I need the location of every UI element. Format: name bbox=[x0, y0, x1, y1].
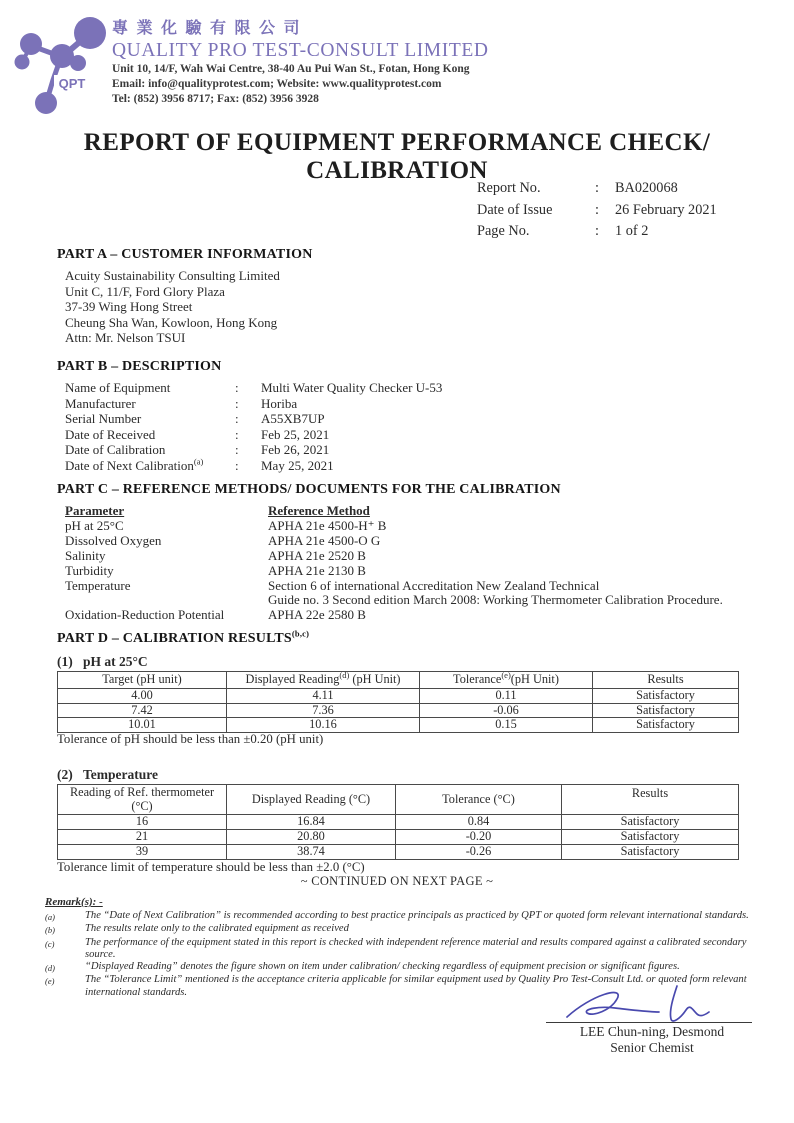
temperature-tolerance-note: Tolerance limit of temperature should be less than ±2.0 (°C) bbox=[57, 860, 365, 874]
displayed-reading-header: Displayed Reading (°C) bbox=[227, 785, 396, 815]
temperature-calibration-table bbox=[57, 784, 739, 860]
field-value: May 25, 2021 bbox=[261, 457, 334, 473]
target-value: 10.01 bbox=[58, 718, 227, 733]
remark-label: (a) bbox=[45, 912, 55, 922]
colon: : bbox=[595, 180, 599, 196]
remark-label: (e) bbox=[45, 976, 55, 987]
signatory-title: Senior Chemist bbox=[610, 1040, 694, 1055]
field-label: Date of Received bbox=[65, 426, 156, 442]
field-label: Manufacturer bbox=[65, 395, 136, 411]
parameter: Temperature bbox=[65, 577, 131, 593]
part-b-section bbox=[57, 359, 442, 474]
company-header bbox=[112, 15, 489, 107]
displayed-reading-value: 38.74 bbox=[227, 845, 396, 860]
page-number-row bbox=[477, 221, 717, 243]
tolerance-header: Tolerance (°C) bbox=[396, 785, 562, 815]
customer-address-line: Unit C, 11/F, Ford Glory Plaza bbox=[65, 283, 225, 299]
tolerance-value: -0.06 bbox=[420, 703, 593, 718]
customer-attn-line: Attn: Mr. Nelson TSUI bbox=[65, 330, 186, 346]
section-1-subheading: (1) pH at 25°C bbox=[57, 654, 148, 669]
report-number-value: BA020068 bbox=[615, 180, 678, 196]
field-value: A55XB7UP bbox=[261, 411, 325, 427]
parameter: Oxidation-Reduction Potential bbox=[65, 607, 225, 623]
result-value: Satisfactory bbox=[562, 845, 739, 860]
equipment-description-list bbox=[65, 380, 442, 474]
part-b-heading: PART B – DESCRIPTION bbox=[57, 359, 222, 374]
table-row bbox=[58, 703, 739, 718]
field-label: Name of Equipment bbox=[65, 380, 171, 395]
result-value: Satisfactory bbox=[562, 815, 739, 830]
colon: : bbox=[235, 457, 239, 473]
manufacturer-row bbox=[65, 396, 442, 412]
reference-method-row bbox=[65, 608, 747, 623]
part-a-heading: PART A – CUSTOMER INFORMATION bbox=[57, 247, 313, 262]
ref-reading-value: 39 bbox=[58, 845, 227, 860]
displayed-reading-value: 7.36 bbox=[227, 703, 420, 718]
target-value: 4.00 bbox=[58, 689, 227, 704]
table-header-row bbox=[58, 785, 739, 815]
result-value: Satisfactory bbox=[562, 830, 739, 845]
reference-method-row bbox=[65, 519, 747, 534]
part-a-section bbox=[57, 247, 313, 346]
customer-address-line: 37-39 Wing Hong Street bbox=[65, 299, 193, 315]
result-value: Satisfactory bbox=[593, 689, 739, 704]
field-label: Serial Number bbox=[65, 411, 142, 427]
remark-text: The results relate only to the calibrated equipment as received bbox=[85, 923, 349, 935]
table-row bbox=[58, 718, 739, 733]
table-row bbox=[58, 830, 739, 845]
signatory-name: LEE Chun-ning, Desmond bbox=[579, 1024, 725, 1039]
remark-text: The “Date of Next Calibration” is recommended according to best practice principals as practiced by QPT or quoted form relevant international standards. bbox=[85, 910, 749, 921]
tolerance-value: 0.84 bbox=[396, 815, 562, 830]
report-number-label: Report No. bbox=[477, 180, 541, 196]
company-email-website: Email: info@qualityprotest.com; Website: www.qualityprotest.com bbox=[112, 78, 442, 90]
reference-method-row bbox=[65, 549, 747, 564]
method: APHA 21e 2520 B bbox=[268, 547, 366, 563]
result-value: Satisfactory bbox=[593, 718, 739, 733]
date-next-calibration-row bbox=[65, 458, 442, 474]
remark-item bbox=[45, 923, 761, 936]
results-header: Results bbox=[593, 672, 739, 689]
page-number-label: Page No. bbox=[477, 223, 530, 239]
method: Section 6 of international Accreditation New Zealand Technical Guide no. 3 Second edition March 2008: Working Thermometer Calibration Procedure. bbox=[268, 577, 723, 608]
ref-reading-value: 21 bbox=[58, 830, 227, 845]
colon: : bbox=[235, 380, 239, 395]
field-value: Horiba bbox=[261, 395, 298, 411]
report-number-row bbox=[477, 178, 717, 200]
result-value: Satisfactory bbox=[593, 703, 739, 718]
signature-block bbox=[546, 985, 758, 1056]
colon: : bbox=[235, 442, 239, 458]
tolerance-value: -0.20 bbox=[396, 830, 562, 845]
method-column-header: Reference Method bbox=[268, 503, 370, 518]
date-received-row bbox=[65, 427, 442, 443]
field-label: Date of Calibration bbox=[65, 442, 166, 458]
ph-calibration-table bbox=[57, 671, 739, 733]
parameter: pH at 25°C bbox=[65, 517, 124, 533]
method: APHA 21e 2130 B bbox=[268, 562, 366, 578]
tolerance-header: Tolerance$^{(e)}$(pH Unit) bbox=[420, 672, 593, 689]
remark-label: (b) bbox=[45, 925, 55, 936]
colon: : bbox=[235, 426, 239, 442]
date-of-issue-row bbox=[477, 200, 717, 222]
company-address: Unit 10, 14/F, Wah Wai Centre, 38-40 Au Pui Wan St., Fotan, Hong Kong bbox=[112, 63, 470, 75]
target-header: Target (pH unit) bbox=[58, 672, 227, 689]
part-c-heading: PART C – REFERENCE METHODS/ DOCUMENTS FOR THE CALIBRATION bbox=[57, 482, 561, 497]
displayed-reading-value: 16.84 bbox=[227, 815, 396, 830]
displayed-reading-value: 10.16 bbox=[227, 718, 420, 733]
company-name-chinese: 專業化驗有限公司 bbox=[112, 20, 309, 37]
colon: : bbox=[595, 223, 599, 239]
tolerance-value: 0.11 bbox=[420, 689, 593, 704]
report-info-block bbox=[477, 178, 717, 243]
reference-method-row bbox=[65, 579, 747, 609]
field-value: Feb 25, 2021 bbox=[261, 426, 330, 442]
tolerance-value: -0.26 bbox=[396, 845, 562, 860]
table-row bbox=[58, 815, 739, 830]
parameter: Turbidity bbox=[65, 562, 114, 578]
reference-method-row bbox=[65, 564, 747, 579]
page-number-value: 1 of 2 bbox=[615, 223, 649, 239]
ref-thermometer-header: Reading of Ref. thermometer (°C) bbox=[58, 785, 227, 815]
date-of-issue-label: Date of Issue bbox=[477, 201, 553, 218]
table-row bbox=[58, 845, 739, 860]
parameter: Salinity bbox=[65, 547, 106, 563]
equipment-name-row bbox=[65, 380, 442, 396]
remark-label: (d) bbox=[45, 963, 55, 974]
colon: : bbox=[235, 395, 239, 411]
customer-address-block bbox=[65, 268, 313, 346]
results-header: Results bbox=[562, 785, 739, 815]
method: APHA 22e 2580 B bbox=[268, 607, 366, 623]
field-label: Date of Next Calibration$^{(a)}$ bbox=[65, 456, 204, 473]
customer-name: Acuity Sustainability Consulting Limited bbox=[65, 268, 280, 283]
reference-methods-header bbox=[65, 504, 747, 519]
colon: : bbox=[235, 411, 239, 427]
field-value: Multi Water Quality Checker U-53 bbox=[261, 380, 443, 395]
continued-on-next-page: ~ CONTINUED ON NEXT PAGE ~ bbox=[300, 874, 494, 888]
remark-label: (c) bbox=[45, 938, 55, 949]
displayed-reading-value: 20.80 bbox=[227, 830, 396, 845]
remark-text: “Displayed Reading” denotes the figure shown on item under calibration/ checking regardless of equipment precision or significant figures. bbox=[85, 961, 680, 973]
date-calibration-row bbox=[65, 442, 442, 458]
part-d-heading: PART D – CALIBRATION RESULTS$^{(b,c)}$ bbox=[57, 628, 310, 646]
section-2-subheading: (2) Temperature bbox=[57, 767, 158, 782]
reference-method-row bbox=[65, 534, 747, 549]
parameter-column-header: Parameter bbox=[65, 503, 125, 518]
part-c-section bbox=[57, 482, 747, 623]
parameter: Dissolved Oxygen bbox=[65, 532, 162, 548]
logo-qpt-text: QPT bbox=[58, 76, 86, 91]
displayed-reading-value: 4.11 bbox=[227, 689, 420, 704]
target-value: 7.42 bbox=[58, 703, 227, 718]
tolerance-value: 0.15 bbox=[420, 718, 593, 733]
remark-item bbox=[45, 937, 761, 962]
reference-methods-list bbox=[65, 504, 747, 623]
remark-text: The “Tolerance Limit” mentioned is the acceptance criteria applicable for similar equipment used by Quality Pro Test-Consult Ltd. or quoted form relevant international standards. bbox=[85, 974, 747, 998]
remarks-heading: Remark(s): - bbox=[45, 896, 103, 908]
remark-item bbox=[45, 910, 761, 923]
company-logo-molecule-icon bbox=[14, 12, 116, 116]
part-d-heading-superscript: (b,c) bbox=[291, 628, 310, 639]
remark-item bbox=[45, 961, 761, 974]
remark-text: The performance of the equipment stated in this report is checked with independent reference material and results compared against a calibrated secondary source. bbox=[85, 936, 747, 960]
displayed-reading-header: Displayed Reading$^{(d)}$ (pH Unit) bbox=[227, 672, 420, 689]
ref-reading-value: 16 bbox=[58, 815, 227, 830]
field-value: Feb 26, 2021 bbox=[261, 442, 330, 458]
table-row bbox=[58, 689, 739, 704]
ph-tolerance-note: Tolerance of pH should be less than ±0.20 (pH unit) bbox=[57, 732, 324, 746]
method: APHA 21e 4500-H⁺ B bbox=[268, 517, 387, 533]
signature-handwriting bbox=[561, 983, 746, 1025]
date-of-issue-value: 26 February 2021 bbox=[615, 201, 717, 218]
company-name-english: QUALITY PRO TEST-CONSULT LIMITED bbox=[112, 40, 489, 61]
report-title: REPORT OF EQUIPMENT PERFORMANCE CHECK/ CALIBRATION bbox=[83, 129, 711, 184]
method: APHA 21e 4500-O G bbox=[268, 532, 381, 548]
company-tel-fax: Tel: (852) 3956 8717; Fax: (852) 3956 3928 bbox=[112, 93, 319, 105]
colon: : bbox=[595, 201, 599, 218]
serial-number-row bbox=[65, 411, 442, 427]
customer-address-line: Cheung Sha Wan, Kowloon, Hong Kong bbox=[65, 314, 278, 330]
table-header-row bbox=[58, 672, 739, 689]
